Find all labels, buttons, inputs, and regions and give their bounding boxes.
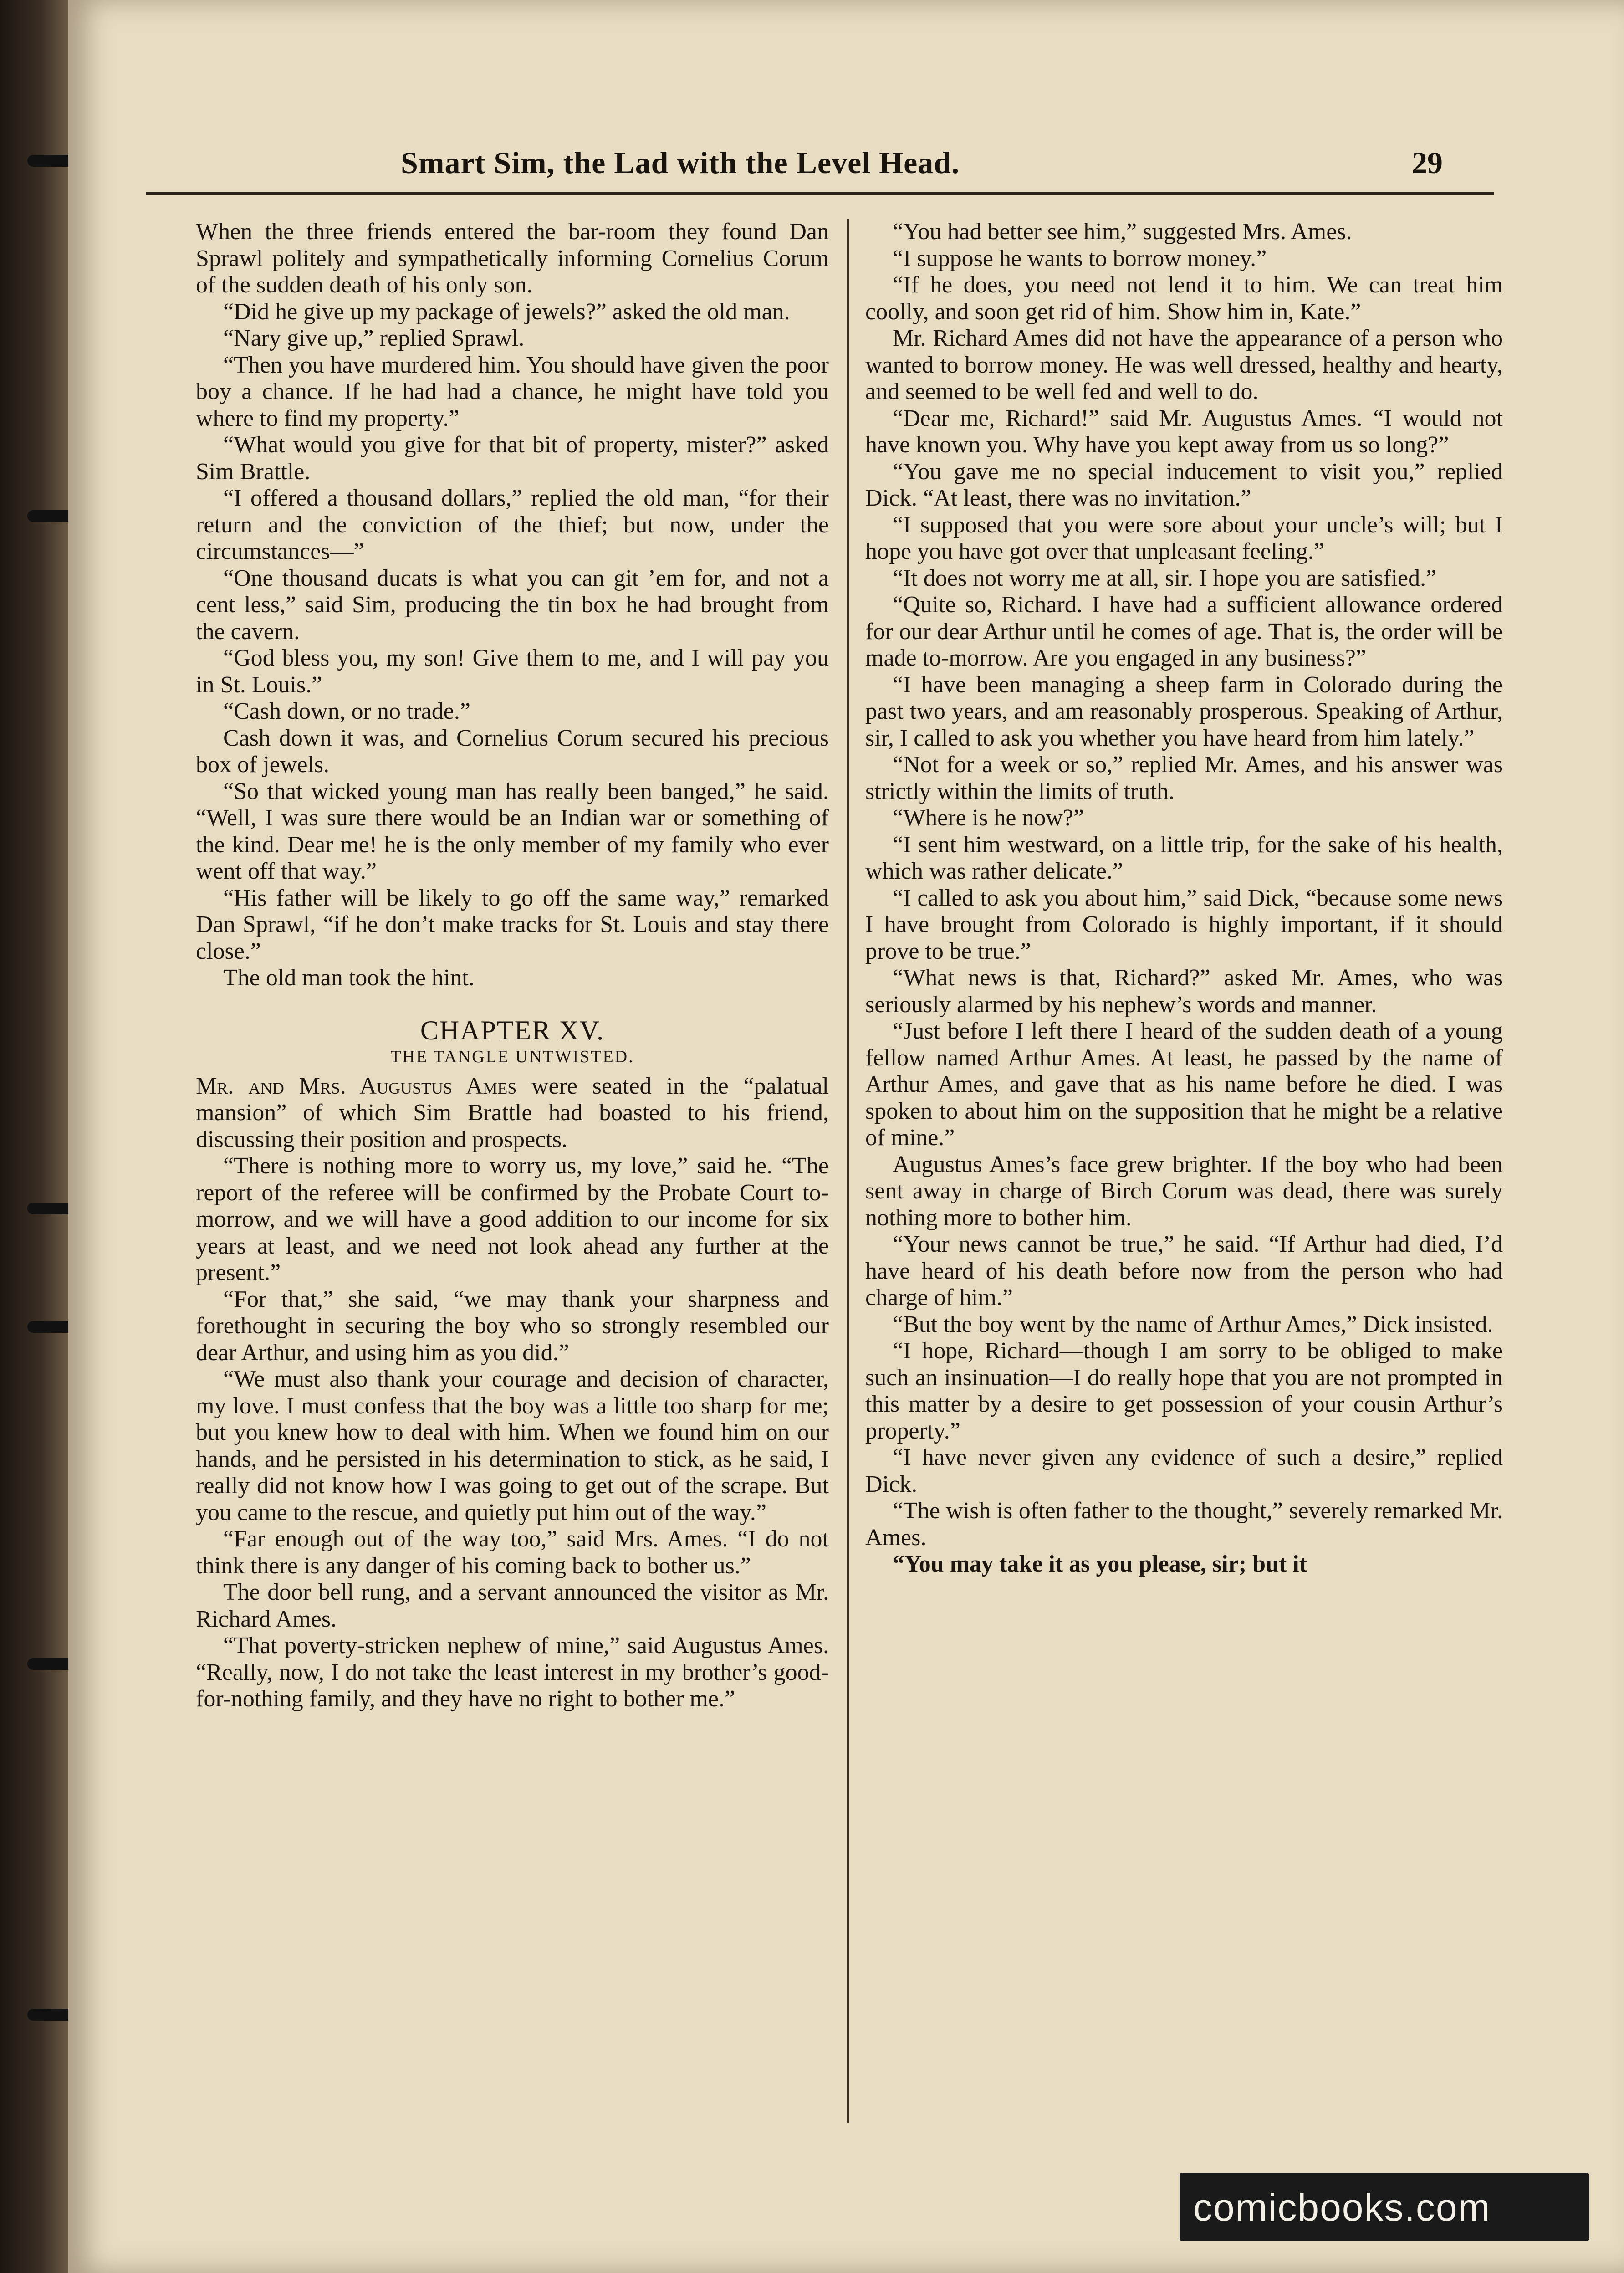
paragraph: “Quite so, Richard. I have had a sufficient allowance ordered for our dear Arthur until he comes of age. That is, the order will be made to-morrow. Are you engaged in any business?” xyxy=(865,592,1503,671)
left-paragraphs-after-chapter xyxy=(196,1153,829,1713)
paragraph: “Just before I left there I heard of the sudden death of a young fellow named Arthur Ames. At least, he passed by the name of Arthur Ames, and gave that as his name before he died. I was spoken to about him on the supposition that he might be a relative of mine.” xyxy=(865,1018,1503,1151)
paragraph: “What news is that, Richard?” asked Mr. Ames, who was seriously alarmed by his nephew’s words and manner. xyxy=(865,965,1503,1018)
paragraph: “For that,” she said, “we may thank your sharpness and forethought in securing the boy who so strongly resembled our dear Arthur, and using him as you did.” xyxy=(196,1286,829,1366)
paragraph: The door bell rung, and a servant announced the visitor as Mr. Richard Ames. xyxy=(196,1579,829,1632)
paragraph: “There is nothing more to worry us, my love,” said he. “The report of the referee will be confirmed by the Probate Court to-morrow, and we will have a good addition to our income for six years at least, and we need not look ahead any further at the present.” xyxy=(196,1153,829,1285)
paragraph: “We must also thank your courage and decision of character, my love. I must confess that the boy was a little too sharp for me; but you knew how to deal with him. When we found him on our hands, and he persisted in his determination to stick, as he said, I really did not know how I was going to get out of the scrape. But you came to the rescue, and quietly put him out of the way.” xyxy=(196,1366,829,1526)
paragraph: “One thousand ducats is what you can git ’em for, and not a cent less,” said Sim, producing the tin box he had brought from the cavern. xyxy=(196,565,829,645)
paragraph: “I suppose he wants to borrow money.” xyxy=(893,245,1267,271)
paragraph: “Nary give up,” replied Sprawl. xyxy=(223,325,525,351)
opening-smallcaps: Mr. and Mrs. Augustus Ames xyxy=(196,1073,517,1099)
paragraph: “I called to ask you about him,” said Dick, “because some news I have brought from Colorado is highly important, if it should prove to be true.” xyxy=(865,885,1503,964)
page-number: 29 xyxy=(1412,145,1443,180)
paragraph: “That poverty-stricken nephew of mine,” said Augustus Ames. “Really, now, I do not take the least interest in my brother’s good-for-nothing family, and they have no right to bother me.” xyxy=(196,1633,829,1712)
paragraph: Mr. Richard Ames did not have the appearance of a person who wanted to borrow money. He was well dressed, healthy and hearty, and seemed to be well fed and well to do. xyxy=(865,325,1503,404)
paragraph: The old man took the hint. xyxy=(223,965,475,991)
site-watermark xyxy=(1180,2173,1589,2241)
paragraph: “God bless you, my son! Give them to me, and I will pay you in St. Louis.” xyxy=(196,645,829,698)
right-paragraphs xyxy=(865,219,1503,1578)
chapter-subtitle: THE TANGLE UNTWISTED. xyxy=(390,1047,634,1066)
paragraph: “Dear me, Richard!” said Mr. Augustus Ames. “I would not have known you. Why have you kept away from us so long?” xyxy=(865,405,1503,458)
right-column xyxy=(865,219,1503,1578)
paragraph: “The wish is often father to the thought,” severely remarked Mr. Ames. xyxy=(865,1498,1503,1551)
left-paragraphs-before-chapter xyxy=(196,219,829,992)
paragraph: “If he does, you need not lend it to him. We can treat him coolly, and soon get rid of him. Show him in, Kate.” xyxy=(865,272,1503,325)
paragraph: “It does not worry me at all, sir. I hope you are satisfied.” xyxy=(893,565,1437,591)
paragraph: “I sent him westward, on a little trip, for the sake of his health, which was rather delicate.” xyxy=(865,831,1503,884)
paragraph: “I have never given any evidence of such a desire,” replied Dick. xyxy=(865,1444,1503,1497)
paragraph: “But the boy went by the name of Arthur Ames,” Dick insisted. xyxy=(893,1311,1493,1337)
paragraph: “I offered a thousand dollars,” replied the old man, “for their return and the conviction of the thief; but now, under the circumstances—” xyxy=(196,485,829,564)
watermark-text: comicbooks.com xyxy=(1193,2186,1491,2229)
opening-rest: were seated in the “palatual mansion” of which Sim Brattle had boasted to his friend, discussing their position and prospects. xyxy=(196,1073,829,1152)
paragraph: “What would you give for that bit of property, mister?” asked Sim Brattle. xyxy=(196,432,829,485)
paragraph: “So that wicked young man has really been banged,” he said. “Well, I was sure there would be an Indian war or something of the kind. Dear me! he is the only member of my family who ever went off that way.” xyxy=(196,778,829,884)
paragraph: “You gave me no special inducement to visit you,” replied Dick. “At least, there was no invitation.” xyxy=(865,458,1503,511)
paragraph: “Where is he now?” xyxy=(893,805,1084,831)
header-rule xyxy=(146,192,1494,195)
paragraph: “You may take it as you please, sir; but it xyxy=(893,1551,1307,1577)
paragraph: “His father will be likely to go off the same way,” remarked Dan Sprawl, “if he don’t make tracks for St. Louis and stay there close.” xyxy=(196,885,829,964)
paragraph: “I supposed that you were sore about your uncle’s will; but I hope you have got over that unpleasant feeling.” xyxy=(865,512,1503,564)
paragraph: Augustus Ames’s face grew brighter. If the boy who had been sent away in charge of Birch Corum was dead, there was surely nothing more to bother him. xyxy=(865,1151,1503,1231)
left-column xyxy=(196,219,829,1713)
paragraph: “Not for a week or so,” replied Mr. Ames, and his answer was strictly within the limits of truth. xyxy=(865,752,1503,804)
running-header: Smart Sim, the Lad with the Level Head. xyxy=(401,145,960,180)
paragraph: “Then you have murdered him. You should have given the poor boy a chance. If he had had a chance, he might have told you where to find my property.” xyxy=(196,352,829,431)
paragraph: Cash down it was, and Cornelius Corum secured his precious box of jewels. xyxy=(196,725,829,778)
paragraph: “Far enough out of the way too,” said Mrs. Ames. “I do not think there is any danger of his coming back to bother us.” xyxy=(196,1526,829,1579)
column-divider xyxy=(847,219,849,2123)
book-binding xyxy=(0,0,68,2273)
paragraph: When the three friends entered the bar-room they found Dan Sprawl politely and sympathetically informing Cornelius Corum of the sudden death of his only son. xyxy=(196,219,829,298)
paragraph: “I have been managing a sheep farm in Colorado during the past two years, and am reasonably prosperous. Speaking of Arthur, sir, I called to ask you whether you have heard from him lately.” xyxy=(865,671,1503,751)
paragraph: “Did he give up my package of jewels?” asked the old man. xyxy=(223,298,790,325)
paragraph: “Your news cannot be true,” he said. “If Arthur had died, I’d have heard of his death before now from the person who had charge of him.” xyxy=(865,1231,1503,1311)
chapter-title: CHAPTER XV. xyxy=(420,1015,605,1045)
paragraph: “You had better see him,” suggested Mrs. Ames. xyxy=(893,219,1352,245)
paragraph: “I hope, Richard—though I am sorry to be obliged to make such an insinuation—I do really hope that you are not prompted in this matter by a desire to get possession of your cousin Arthur’s property.” xyxy=(865,1338,1503,1444)
paragraph: “Cash down, or no trade.” xyxy=(223,698,470,724)
chapter-opening-paragraph xyxy=(196,1073,829,1153)
